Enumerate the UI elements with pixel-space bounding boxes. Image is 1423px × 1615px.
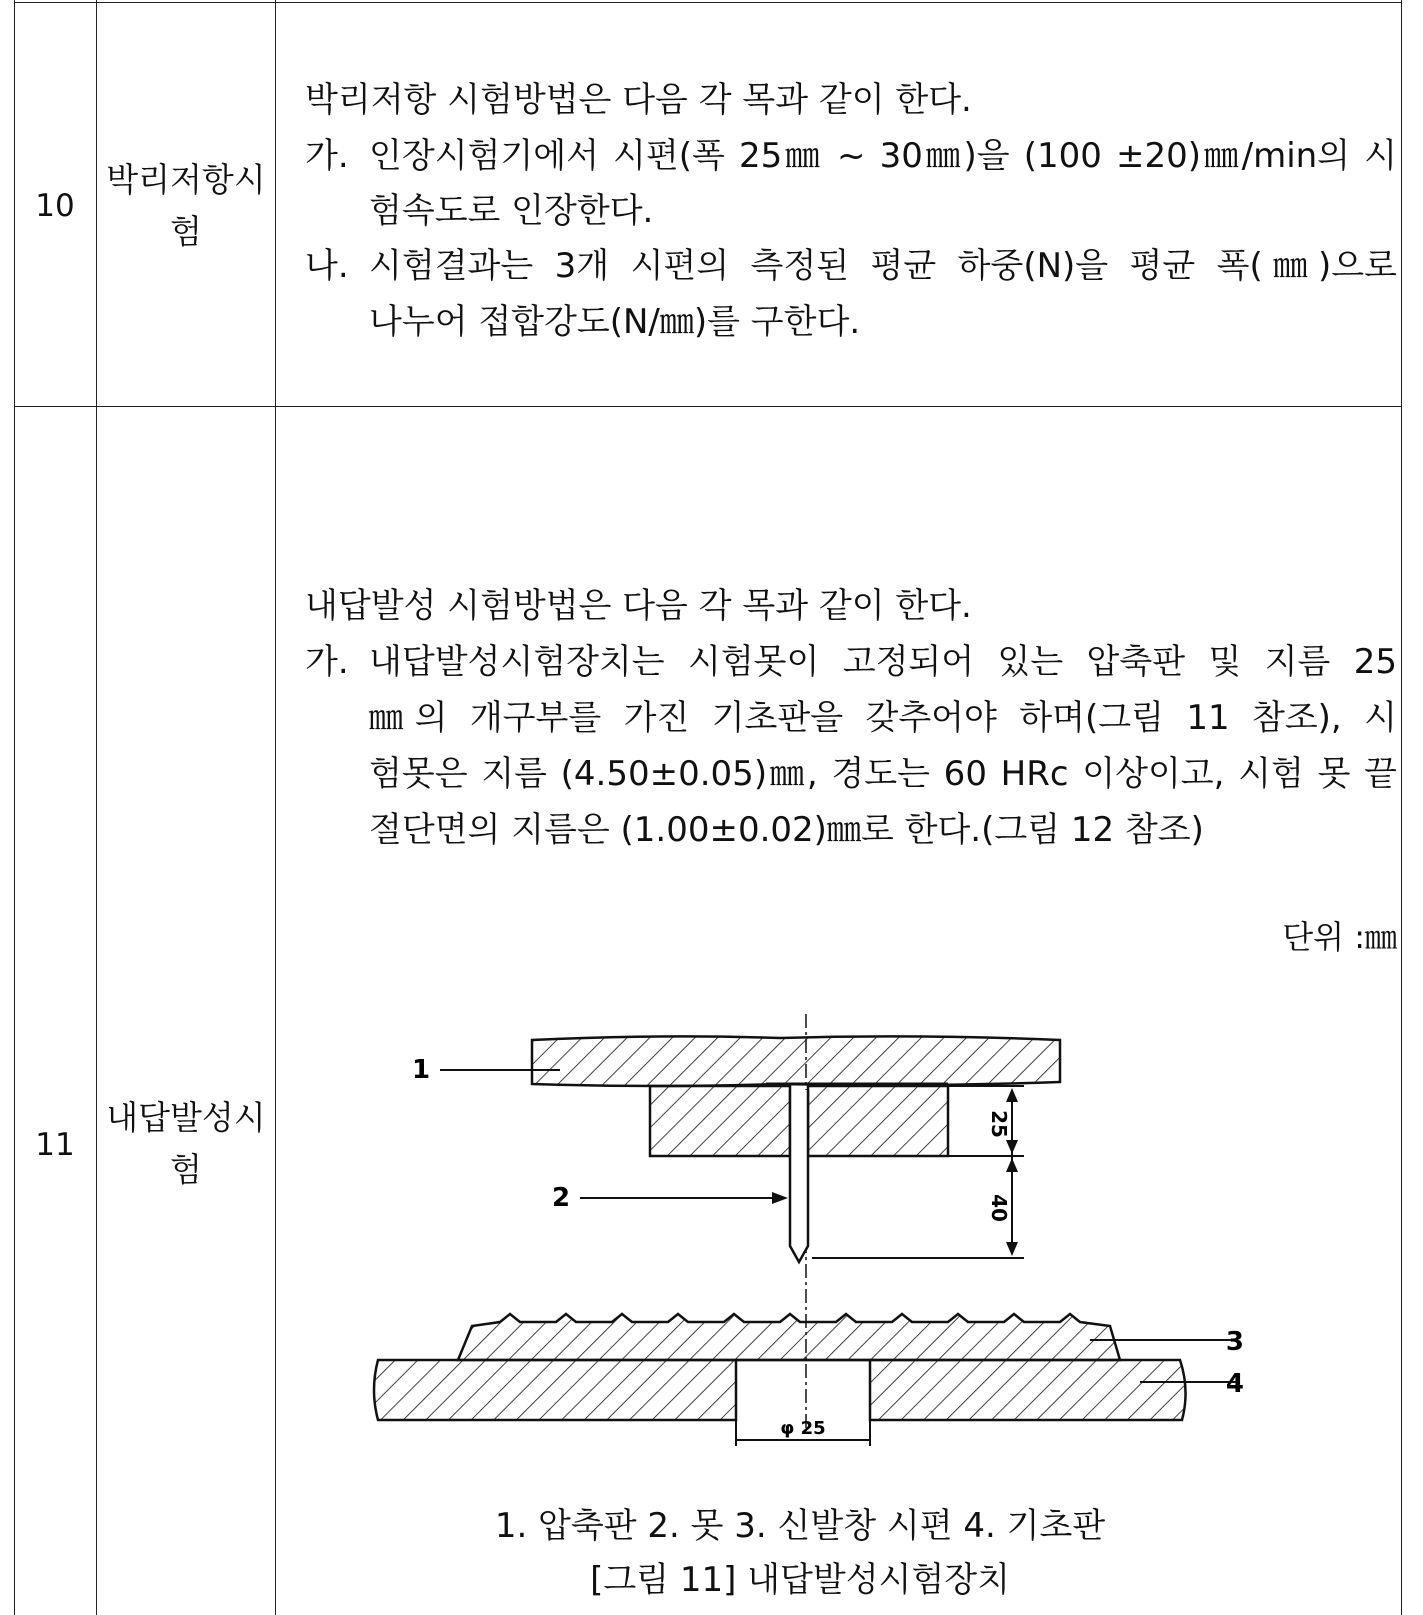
table-border-right — [1401, 0, 1402, 1615]
item-line: 시험결과는 3개 시편의 측정된 평균 하중(N)을 평균 폭(㎜)으로 — [369, 246, 1397, 286]
base-plate — [870, 1360, 1186, 1420]
row-title — [97, 1092, 275, 1196]
base-plate — [374, 1360, 736, 1420]
row-number: 11 — [35, 1127, 75, 1163]
row-border-top — [14, 2, 1402, 3]
item-line: ㎜의 개구부를 가진 기초판을 갖추어야 하며(그림 11 참조), 시 — [369, 698, 1397, 738]
item-marker: 가. — [305, 642, 349, 682]
figure-caption: [그림 11] 내답발성시험장치 — [590, 1560, 1010, 1600]
row-title-line: 험 — [170, 212, 202, 251]
intro-text: 박리저항 시험방법은 다음 각 목과 같이 한다. — [305, 80, 972, 120]
row-content — [305, 72, 1397, 372]
table-divider-2 — [275, 0, 276, 1615]
item-line: 나누어 접합강도(N/㎜)를 구한다. — [369, 302, 861, 342]
row-title-line: 험 — [170, 1150, 202, 1189]
row-title — [97, 154, 275, 258]
nail-holder-block — [650, 1086, 790, 1156]
item-marker: 가. — [305, 136, 349, 176]
intro-text: 내답발성 시험방법은 다음 각 목과 같이 한다. — [305, 586, 972, 626]
dimension-25: 25 — [987, 1110, 1011, 1138]
row-number: 10 — [35, 188, 75, 224]
dimension-40: 40 — [987, 1194, 1011, 1222]
test-nail — [790, 1090, 808, 1262]
unit-label: 단위 :㎜ — [1282, 918, 1397, 956]
item-marker: 나. — [305, 246, 349, 286]
figure-label-1: 1 — [412, 1055, 431, 1085]
item-line: 험못은 지름 (4.50±0.05)㎜, 경도는 60 HRc 이상이고, 시험 못 끝 — [369, 754, 1397, 794]
item-line: 절단면의 지름은 (1.00±0.02)㎜로 한다.(그림 12 참조) — [369, 810, 1204, 850]
compression-plate — [532, 1036, 1060, 1086]
table-border-left — [14, 0, 15, 1615]
figure-label-2: 2 — [552, 1183, 571, 1213]
item-line: 내답발성시험장치는 시험못이 고정되어 있는 압축판 및 지름 25 — [369, 642, 1397, 682]
nail-holder-block — [808, 1086, 948, 1156]
figure-legend: 1. 압축판 2. 못 3. 신발창 시편 4. 기초판 — [494, 1506, 1106, 1546]
item-line: 험속도로 인장한다. — [369, 191, 654, 231]
figure-label-4: 4 — [1225, 1369, 1244, 1399]
row-title-line: 박리저항시 — [106, 160, 266, 199]
dimension-phi-25: φ 25 — [780, 1418, 826, 1439]
test-apparatus-figure — [360, 1010, 1244, 1480]
row-border-middle — [14, 406, 1402, 407]
item-line: 인장시험기에서 시편(폭 25㎜ ~ 30㎜)을 (100 ±20)㎜/min의 시 — [369, 136, 1397, 176]
shoe-sole-specimen — [458, 1314, 1120, 1360]
figure-label-3: 3 — [1225, 1327, 1244, 1357]
row-title-line: 내답발성시 — [106, 1098, 266, 1137]
